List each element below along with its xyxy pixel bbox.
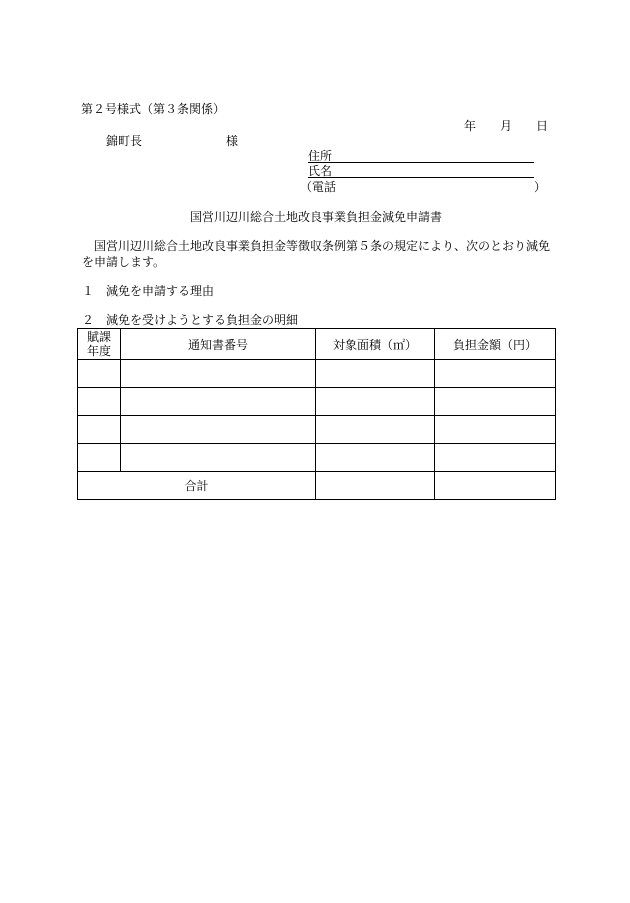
- table-row: [78, 360, 556, 388]
- amount-cell: [435, 388, 556, 416]
- address-label: 住所: [308, 149, 333, 163]
- total-label: 合計: [78, 472, 316, 500]
- table-row: [78, 444, 556, 472]
- amount-cell: [435, 360, 556, 388]
- name-label: 氏名: [308, 164, 333, 178]
- area-cell: [316, 388, 435, 416]
- address-underline: [308, 162, 534, 163]
- fiscal-year-cell: [78, 360, 121, 388]
- notice-number-cell: [121, 388, 316, 416]
- area-header: 対象面積（㎡）: [316, 329, 435, 360]
- table-header-row: [78, 329, 556, 360]
- date-month: 月: [500, 119, 513, 133]
- burden-detail-table: [77, 328, 556, 500]
- amount-cell: [435, 416, 556, 444]
- notice-number-cell: [121, 416, 316, 444]
- date-year: 年: [464, 119, 477, 133]
- body-line-2: を申請します。: [82, 255, 166, 269]
- document-title: 国営川辺川総合土地改良事業負担金減免申請書: [190, 210, 443, 224]
- notice-number-cell: [121, 360, 316, 388]
- area-cell: [316, 360, 435, 388]
- table-row: [78, 388, 556, 416]
- form-number: 第２号様式（第３条関係）: [81, 102, 226, 116]
- section-1-heading: １ 減免を申請する理由: [82, 284, 215, 298]
- area-cell: [316, 416, 435, 444]
- fiscal-year-cell: [78, 444, 121, 472]
- fiscal-year-header: [78, 329, 121, 360]
- fiscal-year-cell: [78, 388, 121, 416]
- fiscal-year-header-line2: 年度: [86, 344, 111, 358]
- total-row: [78, 472, 556, 500]
- section-2-heading: ２ 減免を受けようとする負担金の明細: [82, 313, 299, 327]
- body-line-1: 国営川辺川総合土地改良事業負担金等徴収条例第５条の規定により、次のとおり減免: [94, 239, 551, 253]
- amount-cell: [435, 444, 556, 472]
- date-day: 日: [536, 119, 549, 133]
- notice-number-cell: [121, 444, 316, 472]
- addressee-office: 錦町長: [106, 134, 143, 148]
- notice-number-header: 通知書番号: [121, 329, 316, 360]
- total-amount-cell: [435, 472, 556, 500]
- amount-header: 負担金額（円）: [435, 329, 556, 360]
- area-cell: [316, 444, 435, 472]
- phone-label: （電話: [300, 180, 337, 194]
- phone-close: ）: [534, 180, 547, 194]
- fiscal-year-cell: [78, 416, 121, 444]
- table-row: [78, 416, 556, 444]
- fiscal-year-header-line1: 賦課: [86, 330, 111, 344]
- addressee-honorific: 様: [226, 134, 239, 148]
- total-area-cell: [316, 472, 435, 500]
- name-underline: [308, 177, 534, 178]
